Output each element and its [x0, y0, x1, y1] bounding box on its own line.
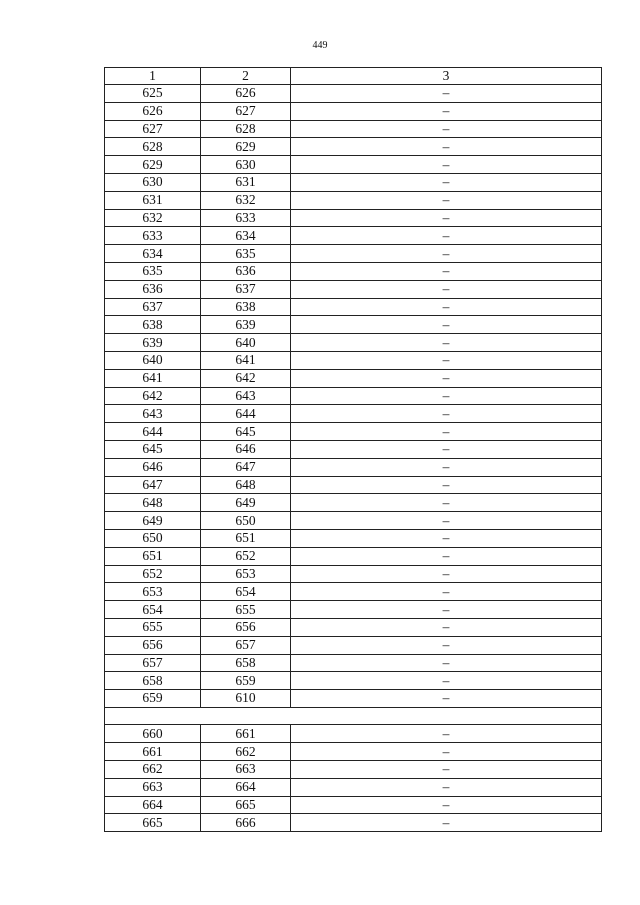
table-row [105, 138, 602, 156]
table-row [105, 227, 602, 245]
table-header [105, 68, 602, 85]
cell-col-2: 657 [201, 636, 291, 654]
cell-col-3: – [291, 618, 602, 636]
cell-col-3: – [291, 138, 602, 156]
table-row [105, 440, 602, 458]
cell-col-3: – [291, 494, 602, 512]
cell-col-1: 662 [105, 760, 201, 778]
cell-col-2: 634 [201, 227, 291, 245]
cell-col-1: 631 [105, 191, 201, 209]
cell-col-1: 642 [105, 387, 201, 405]
cell-col-1: 648 [105, 494, 201, 512]
cell-col-2: 651 [201, 529, 291, 547]
table-row [105, 458, 602, 476]
cell-col-1: 654 [105, 601, 201, 619]
cell-col-2: 641 [201, 351, 291, 369]
cell-col-3: – [291, 476, 602, 494]
cell-col-2: 626 [201, 85, 291, 103]
table-row [105, 618, 602, 636]
cell-col-1: 635 [105, 262, 201, 280]
cell-col-2: 628 [201, 120, 291, 138]
cell-col-1: 626 [105, 102, 201, 120]
cell-col-3: – [291, 245, 602, 263]
table-body [105, 85, 602, 832]
cell-col-2: 632 [201, 191, 291, 209]
cell-col-3: – [291, 405, 602, 423]
page-number: 449 [312, 40, 328, 51]
table-row [105, 334, 602, 352]
cell-col-3: – [291, 173, 602, 191]
cell-col-3: – [291, 262, 602, 280]
cell-col-2: 646 [201, 440, 291, 458]
cell-col-2: 647 [201, 458, 291, 476]
cell-col-3: – [291, 654, 602, 672]
table-row [105, 476, 602, 494]
cell-col-2: 661 [201, 725, 291, 743]
cell-col-2: 630 [201, 156, 291, 174]
cell-col-1: 636 [105, 280, 201, 298]
cell-col-1: 656 [105, 636, 201, 654]
cell-col-3: – [291, 512, 602, 530]
cell-col-2: 635 [201, 245, 291, 263]
cell-col-2: 665 [201, 796, 291, 814]
cell-col-2: 639 [201, 316, 291, 334]
table-row [105, 156, 602, 174]
table-row [105, 280, 602, 298]
table-row [105, 262, 602, 280]
cell-col-1: 655 [105, 618, 201, 636]
cell-col-1: 664 [105, 796, 201, 814]
cell-col-2: 663 [201, 760, 291, 778]
cell-col-1: 652 [105, 565, 201, 583]
table-row [105, 814, 602, 832]
cell-col-3: – [291, 316, 602, 334]
column-header-2: 2 [201, 68, 291, 85]
cell-col-1: 647 [105, 476, 201, 494]
cell-col-2: 638 [201, 298, 291, 316]
cell-col-2: 645 [201, 423, 291, 441]
cell-col-3: – [291, 529, 602, 547]
cell-col-2: 666 [201, 814, 291, 832]
cell-col-1: 665 [105, 814, 201, 832]
cell-col-3: – [291, 351, 602, 369]
table-row [105, 405, 602, 423]
cell-col-1: 653 [105, 583, 201, 601]
table-row [105, 298, 602, 316]
table-row [105, 690, 602, 708]
cell-col-3: – [291, 796, 602, 814]
cell-col-2: 662 [201, 743, 291, 761]
table-row [105, 316, 602, 334]
cell-col-2: 649 [201, 494, 291, 512]
column-header-1: 1 [105, 68, 201, 85]
cell-col-3: – [291, 778, 602, 796]
cell-col-1: 632 [105, 209, 201, 227]
cell-col-3: – [291, 547, 602, 565]
table-row [105, 654, 602, 672]
cell-col-3: – [291, 280, 602, 298]
cell-col-3: – [291, 601, 602, 619]
cell-col-3: – [291, 191, 602, 209]
cell-col-2: 637 [201, 280, 291, 298]
header-row [105, 68, 602, 85]
cell-col-1: 663 [105, 778, 201, 796]
cell-col-3: – [291, 725, 602, 743]
cell-col-2: 610 [201, 690, 291, 708]
table-row [105, 760, 602, 778]
cell-col-3: – [291, 423, 602, 441]
cell-col-2: 659 [201, 672, 291, 690]
cell-col-3: – [291, 227, 602, 245]
table-row [105, 672, 602, 690]
cell-col-3: – [291, 583, 602, 601]
table-row [105, 796, 602, 814]
table-row [105, 85, 602, 103]
table-row [105, 583, 602, 601]
cell-col-1: 638 [105, 316, 201, 334]
cell-col-2: 631 [201, 173, 291, 191]
cell-col-1: 661 [105, 743, 201, 761]
cell-col-2: 653 [201, 565, 291, 583]
cell-col-2: 643 [201, 387, 291, 405]
cell-col-1: 646 [105, 458, 201, 476]
cell-col-3: – [291, 440, 602, 458]
cell-col-3: – [291, 209, 602, 227]
cell-col-1: 658 [105, 672, 201, 690]
table-row [105, 725, 602, 743]
table-row [105, 102, 602, 120]
cell-col-1: 630 [105, 173, 201, 191]
cell-col-2: 654 [201, 583, 291, 601]
cell-col-2: 664 [201, 778, 291, 796]
cell-col-1: 625 [105, 85, 201, 103]
cell-col-3: – [291, 334, 602, 352]
cell-col-3: – [291, 760, 602, 778]
table-row [105, 173, 602, 191]
cell-col-1: 634 [105, 245, 201, 263]
cell-col-1: 629 [105, 156, 201, 174]
table-row [105, 369, 602, 387]
table-row [105, 494, 602, 512]
cell-col-3: – [291, 565, 602, 583]
cell-col-1: 649 [105, 512, 201, 530]
cell-col-3: – [291, 690, 602, 708]
cell-col-2: 655 [201, 601, 291, 619]
table-row [105, 191, 602, 209]
cell-col-2: 650 [201, 512, 291, 530]
cell-col-1: 643 [105, 405, 201, 423]
table-row [105, 529, 602, 547]
cell-col-1: 627 [105, 120, 201, 138]
cell-col-3: – [291, 120, 602, 138]
cell-col-1: 644 [105, 423, 201, 441]
table-row [105, 636, 602, 654]
cell-col-1: 659 [105, 690, 201, 708]
cell-col-2: 658 [201, 654, 291, 672]
gap-cell [105, 707, 602, 725]
cell-col-1: 641 [105, 369, 201, 387]
cell-col-1: 637 [105, 298, 201, 316]
table-row [105, 423, 602, 441]
cell-col-3: – [291, 672, 602, 690]
cell-col-3: – [291, 636, 602, 654]
cell-col-2: 642 [201, 369, 291, 387]
table-row [105, 601, 602, 619]
cell-col-3: – [291, 298, 602, 316]
column-header-3: 3 [291, 68, 602, 85]
table-row [105, 547, 602, 565]
cell-col-1: 640 [105, 351, 201, 369]
cell-col-3: – [291, 743, 602, 761]
cell-col-1: 660 [105, 725, 201, 743]
cell-col-1: 633 [105, 227, 201, 245]
cell-col-3: – [291, 387, 602, 405]
table-row [105, 387, 602, 405]
cell-col-2: 636 [201, 262, 291, 280]
cell-col-1: 651 [105, 547, 201, 565]
cell-col-2: 633 [201, 209, 291, 227]
table-row [105, 120, 602, 138]
table-row [105, 512, 602, 530]
cell-col-2: 627 [201, 102, 291, 120]
table-row [105, 245, 602, 263]
cell-col-2: 652 [201, 547, 291, 565]
cell-col-1: 645 [105, 440, 201, 458]
cell-col-1: 650 [105, 529, 201, 547]
cell-col-3: – [291, 369, 602, 387]
cell-col-3: – [291, 102, 602, 120]
cell-col-1: 628 [105, 138, 201, 156]
table-row [105, 565, 602, 583]
cell-col-3: – [291, 85, 602, 103]
table-gap-row [105, 707, 602, 725]
cell-col-2: 656 [201, 618, 291, 636]
cell-col-2: 648 [201, 476, 291, 494]
table-row [105, 743, 602, 761]
table-row [105, 778, 602, 796]
cell-col-2: 629 [201, 138, 291, 156]
table-row [105, 351, 602, 369]
cell-col-2: 644 [201, 405, 291, 423]
cell-col-1: 639 [105, 334, 201, 352]
cell-col-3: – [291, 156, 602, 174]
cell-col-2: 640 [201, 334, 291, 352]
table-row [105, 209, 602, 227]
cell-col-3: – [291, 458, 602, 476]
cell-col-3: – [291, 814, 602, 832]
cell-col-1: 657 [105, 654, 201, 672]
data-table [104, 67, 602, 832]
